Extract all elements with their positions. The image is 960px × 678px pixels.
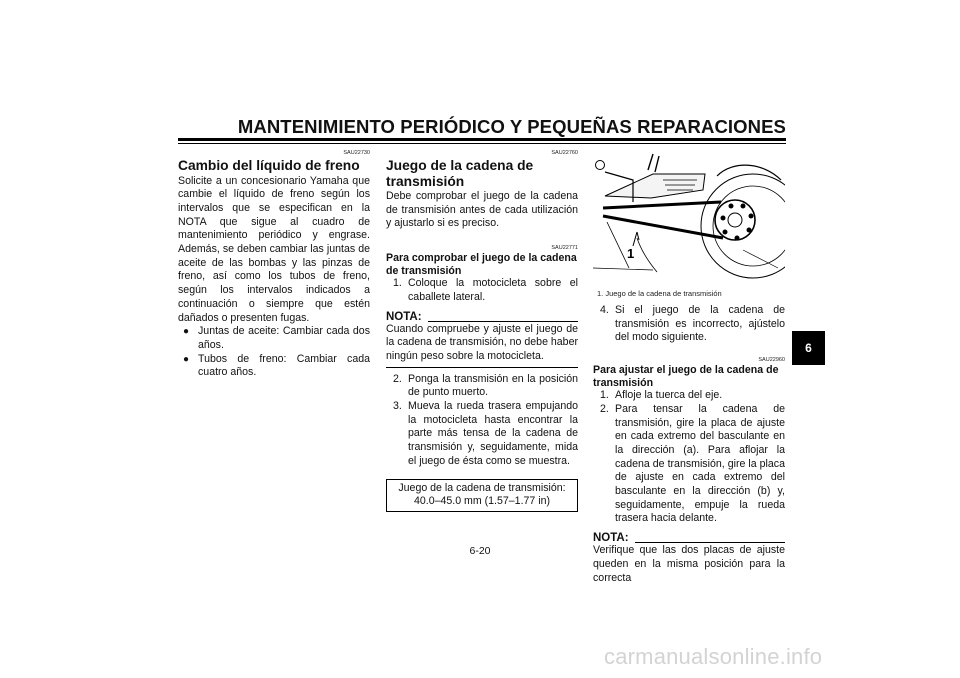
subsection-code: SAU22960 xyxy=(758,357,785,364)
step-number: 3. xyxy=(393,400,402,413)
step-text: Coloque la motocicleta sobre el caballete lateral. xyxy=(408,277,578,303)
step-text: Afloje la tuerca del eje. xyxy=(615,389,723,402)
step-text: Ponga la transmisión en la posición de punto muerto. xyxy=(408,372,578,399)
page-title: MANTENIMIENTO PERIÓDICO Y PEQUEÑAS REPARACIONES xyxy=(237,116,786,137)
note-text: Verifique que las dos placas de ajuste queden en la misma posición para la correcta xyxy=(593,544,785,584)
spec-box xyxy=(386,479,578,512)
figure-caption: 1. Juego de la cadena de transmisión xyxy=(597,289,722,298)
step-list xyxy=(386,277,578,304)
step-list xyxy=(593,389,785,526)
note-header xyxy=(386,311,578,323)
section-paragraph: Debe comprobar el juego de la cadena de transmisión antes de cada utilización y ajustarlo si es preciso. xyxy=(386,190,578,230)
step-item xyxy=(386,277,578,304)
step-list xyxy=(386,373,578,469)
note-label: NOTA: xyxy=(593,532,629,545)
section-heading: Cambio del líquido de freno xyxy=(178,158,360,173)
subsection-heading: Para comprobar el juego de la cadena de transmisión xyxy=(386,252,577,277)
step-list xyxy=(593,304,785,345)
note-rule xyxy=(635,542,785,543)
bullet-text: Juntas de aceite: Cambiar cada dos años. xyxy=(198,325,370,351)
column-brake-fluid xyxy=(178,150,370,380)
column-chain-adjust xyxy=(593,304,785,585)
section-code: SAU22760 xyxy=(551,150,578,156)
chain-slack-illustration xyxy=(593,150,785,282)
header-rule xyxy=(178,138,786,141)
note-rule xyxy=(428,321,578,322)
bullet-list xyxy=(178,325,370,380)
step-number: 1. xyxy=(393,277,402,290)
section-heading: Juego de la cadena de transmisión xyxy=(386,158,534,189)
note-text: Cuando compruebe y ajuste el juego de la cadena de transmisión, no debe haber ningún peso sobre la motocicleta. xyxy=(386,323,578,368)
step-number: 1. xyxy=(600,389,609,402)
note-block xyxy=(593,532,785,585)
subsection-code: SAU22771 xyxy=(551,245,578,252)
step-item xyxy=(593,304,785,345)
step-number: 2. xyxy=(600,402,609,415)
subsection-heading: Para ajustar el juego de la cadena de transmisión xyxy=(593,364,779,389)
step-number: 4. xyxy=(600,304,609,316)
watermark: carmanualsonline.info xyxy=(604,644,823,669)
step-item xyxy=(593,389,785,403)
step-text: Si el juego de la cadena de transmisión es incorrecto, ajústelo del modo siguiente. xyxy=(615,304,785,344)
step-number: 2. xyxy=(393,372,402,385)
bullet-item xyxy=(178,353,370,380)
step-item xyxy=(386,373,578,400)
step-item xyxy=(386,400,578,469)
motorcycle-rear-wheel-diagram xyxy=(593,150,785,282)
bullet-text: Tubos de freno: Cambiar cada cuatro años. xyxy=(198,352,370,379)
header-rule-thin xyxy=(178,143,786,144)
step-item xyxy=(593,403,785,526)
bullet-icon: ● xyxy=(183,353,190,365)
note-block xyxy=(386,311,578,368)
section-paragraph: Solicite a un concesionario Yamaha que cambie el líquido de freno según los intervalos que se especifican en la NOTA que sigue al cuadro de mantenimiento periódico y engrase. Además, se deben cambiar las juntas de aceite de las bombas y las pinzas de freno, así como los tubos de freno, según los intervalos indicados a continuación o siempre que estén dañados o presenten fugas. xyxy=(178,174,370,324)
section-code: SAU22730 xyxy=(343,150,370,156)
column-chain-check xyxy=(386,150,578,512)
step-text: Para tensar la cadena de transmisión, gire la placa de ajuste en cada extremo del basculante en la dirección (a). Para aflojar la cadena de transmisión, gire la placa de ajuste en cada extremo del basculante en la dirección (b) y, seguidamente, empuje la rueda trasera hacia delante. xyxy=(615,402,785,525)
page-number: 6-20 xyxy=(469,545,491,557)
figure-callout: 1 xyxy=(627,246,635,261)
bullet-icon: ● xyxy=(183,326,190,338)
step-text: Mueva la rueda trasera empujando la motocicleta hasta encontrar la parte más tensa de la cadena de transmisión y, seguidamente, mida el juego de ésta como se muestra. xyxy=(408,400,578,467)
spec-value: 40.0–45.0 mm (1.57–1.77 in) xyxy=(413,494,551,507)
chapter-tab: 6 xyxy=(792,331,825,365)
note-header xyxy=(593,532,785,544)
bullet-item xyxy=(178,325,370,352)
note-label: NOTA: xyxy=(386,310,422,323)
spec-label: Juego de la cadena de transmisión: xyxy=(398,481,566,494)
